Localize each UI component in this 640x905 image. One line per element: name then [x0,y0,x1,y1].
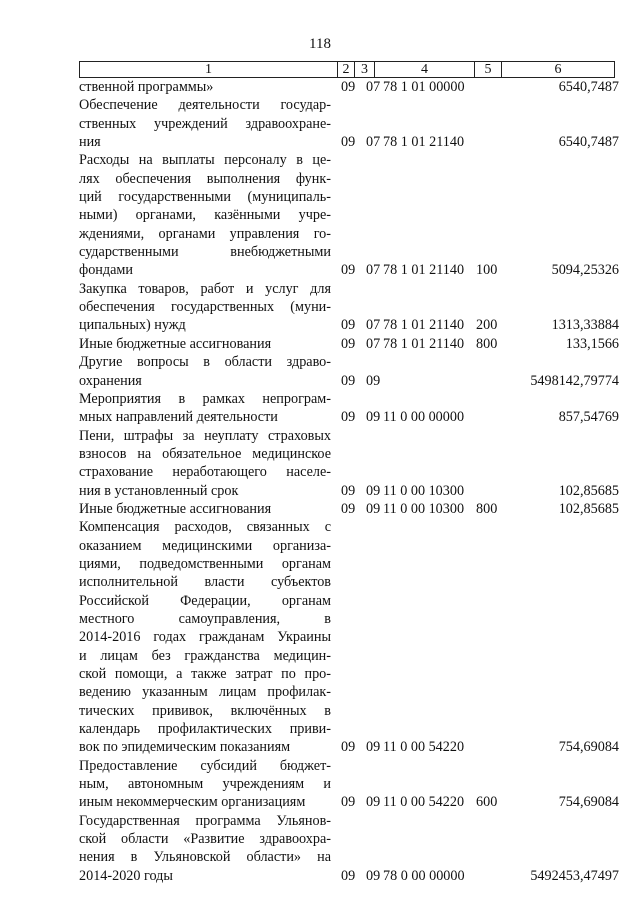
row-section: 09 [341,79,356,95]
row-name [79,812,331,885]
row-name-line: охранения [79,372,142,389]
row-name-line: Государственная программа Ульянов- [79,812,331,829]
table-row [79,812,619,885]
row-section: 09 [341,134,356,151]
row-subsection: 09 [366,482,381,499]
row-article: 78 1 01 21140 [383,262,465,279]
row-expense-type: 800 [476,500,498,517]
row-article: 11 0 00 10300 [383,482,465,499]
row-name-line: 2014-2020 годы [79,867,173,884]
row-section: 09 [341,409,356,426]
row-section: 09 [341,372,356,389]
row-name [79,427,331,500]
row-article: 11 0 00 54220 [383,794,465,811]
row-subsection: 07 [366,79,381,95]
row-subsection: 09 [366,500,381,517]
row-name-line: лях обеспечения выполнения функ- [79,170,331,187]
header-col-1: 1 [80,62,338,77]
row-article: 78 1 01 21140 [383,317,465,334]
row-name [79,96,331,151]
row-article: 11 0 00 00000 [383,409,465,426]
row-name-line: Мероприятия в рамках непрограм- [79,390,331,407]
row-name [79,518,331,756]
row-name-line: ным, автономным учреждениям и [79,776,331,793]
header-col-6: 6 [554,62,562,77]
table-row [79,518,619,756]
row-article: 78 0 00 00000 [383,867,465,884]
row-sum: 5094,25326 [551,262,619,279]
table-header [79,61,615,78]
row-name-line: Предоставление субсидий бюджет- [79,757,331,774]
table-row [79,353,619,390]
row-name-line: вок по эпидемическим показаниям [79,739,291,756]
table-row [79,500,619,518]
row-name [79,500,331,518]
row-sum: 5492453,47497 [530,867,619,884]
row-name [79,280,331,335]
row-name-line: исполнительной власти субъектов [79,574,331,591]
row-name-line: фондами [79,262,133,279]
row-name-line: тических прививок, включённых в [79,702,331,719]
row-section: 09 [341,794,356,811]
row-name-line: Компенсация расходов, связанных с [79,519,331,536]
table-row [79,151,619,279]
row-article: 78 1 01 21140 [383,335,465,352]
row-name-line: ций государственными (муниципаль- [79,189,331,206]
row-name-line: Иные бюджетные ассигнования [79,500,272,517]
row-subsection: 07 [366,335,381,352]
row-name [79,151,331,279]
row-name-line: календарь профилактических приви- [79,721,331,738]
row-section: 09 [341,867,356,884]
row-name-line: ственной программы» [79,79,214,95]
row-sum: 5498142,79774 [530,372,619,389]
header-col-3: 3 [355,62,375,77]
row-name-line: ципальных) нужд [79,317,186,334]
row-name [79,390,331,427]
row-name-line: ждениями, органами управления го- [79,225,331,242]
row-subsection: 07 [366,317,381,334]
row-name-line: ской области «Развитие здравоохра- [79,831,331,848]
row-article: 78 1 01 00000 [383,79,465,95]
row-expense-type: 600 [476,794,498,811]
row-sum: 6540,7487 [558,134,619,151]
row-section: 09 [341,500,356,517]
row-sum: 102,85685 [558,482,619,499]
table-body [79,78,619,885]
row-name-line: оказанием медицинскими организа- [79,537,331,554]
row-section: 09 [341,335,356,352]
table-row [79,390,619,427]
row-name-line: обеспечения государственных (муни- [79,299,331,316]
row-expense-type: 800 [476,335,498,352]
row-subsection: 09 [366,739,381,756]
row-expense-type: 100 [476,262,498,279]
row-name-line: ской помощи, а также затрат по про- [79,666,331,682]
row-name-line: Другие вопросы в области здраво- [79,354,331,371]
header-col-4: 4 [375,62,475,77]
table-row [79,757,619,812]
row-name-line: Обеспечение деятельности государ- [79,97,331,114]
row-subsection: 09 [366,409,381,426]
row-subsection: 09 [366,867,381,884]
row-section: 09 [341,482,356,499]
row-section: 09 [341,739,356,756]
row-section: 09 [341,317,356,334]
table-row [79,78,619,96]
row-name-line: Расходы на выплаты персоналу в це- [79,152,331,169]
row-subsection: 09 [366,372,381,389]
row-name-line: ными) органами, казёнными учре- [79,207,331,224]
row-name-line: 2014-2016 годах гражданам Украины [79,629,331,646]
row-name-line: Пени, штрафы за неуплату страховых [79,427,331,444]
row-name-line: Российской Федерации, органам [79,592,331,609]
row-expense-type: 200 [476,317,498,334]
row-sum: 133,1566 [565,335,619,352]
row-article: 11 0 00 54220 [383,739,465,756]
row-name-line: ния [79,134,101,151]
table-row [79,427,619,500]
row-section: 09 [341,262,356,279]
header-col-5: 5 [475,62,502,77]
row-article: 11 0 00 10300 [383,500,465,517]
row-name [79,757,331,812]
row-name-line: сударственными внебюджетными [79,244,331,261]
row-name [79,78,331,96]
row-sum: 6540,7487 [558,79,619,95]
row-name-line: ведению указанным лицам профилак- [79,684,331,701]
row-name-line: иным некоммерческим организациям [79,794,306,811]
row-name-line: ственных учреждений здравоохране- [79,115,331,132]
row-name-line: Иные бюджетные ассигнования [79,335,272,352]
page-number: 118 [309,36,331,52]
row-name [79,335,331,353]
row-sum: 754,69084 [558,739,619,756]
row-sum: 857,54769 [558,409,619,426]
row-subsection: 07 [366,262,381,279]
row-name-line: страхование неработающего населе- [79,464,331,481]
row-name-line: мных направлений деятельности [79,409,278,426]
row-subsection: 09 [366,794,381,811]
row-name-line: и лицам без гражданства медицин- [79,647,331,664]
row-sum: 754,69084 [558,794,619,811]
row-sum: 102,85685 [558,500,619,517]
row-name-line: Закупка товаров, работ и услуг для [79,280,331,297]
row-subsection: 07 [366,134,381,151]
header-col-2: 2 [338,62,355,77]
row-name-line: ния в установленный срок [79,482,239,499]
row-name-line: нения в Ульяновской области» на [79,849,331,866]
table-row [79,96,619,151]
table-row [79,280,619,335]
row-name-line: циями, подведомственными органам [79,555,331,572]
row-article: 78 1 01 21140 [383,134,465,151]
table-row [79,335,619,353]
row-name [79,353,331,390]
row-sum: 1313,33884 [551,317,619,334]
row-name-line: взносов на обязательное медицинское [79,445,331,462]
row-name-line: местного самоуправления, в [79,610,331,627]
